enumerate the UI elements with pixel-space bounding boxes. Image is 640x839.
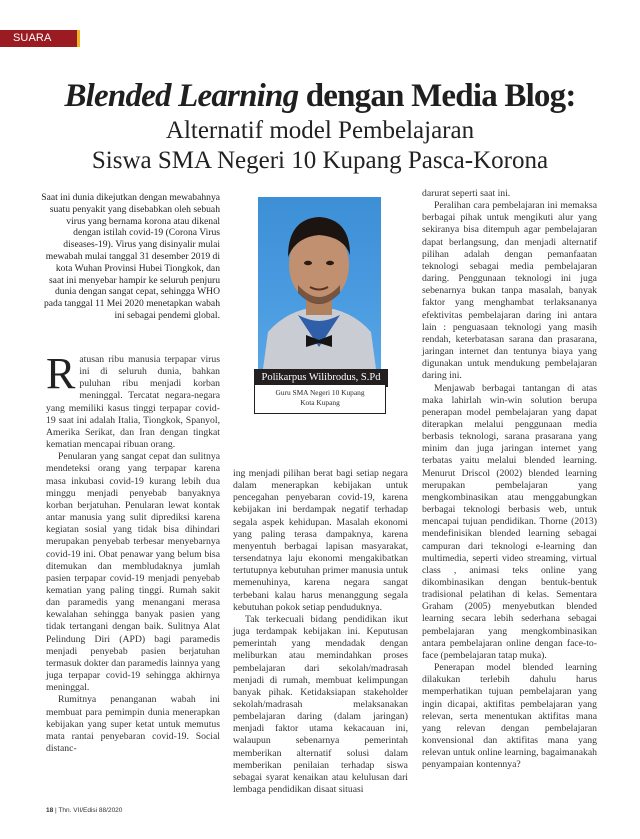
column-2 — [233, 468, 408, 796]
col2-paragraph-2: Tak terkecuali bidang pendidikan ikut juga terdampak kebijakan ini. Keputusan pemerintah yang mendadak dengan meliburkan atau memindahkan proses pembelajaran dari sekolah/madrasah menjadi di rumah, membuat kelimpungan banyak pihak. Ketidaksiapan stakeholder sekolah/madrasah melaksanakan pembelajaran daring (dalam jaringan) menjadi faktor utama kekacauan ini, walaupun sebenarnya pemerintah memberikan alternatif solusi dalam memberikan penilaian terhadap siswa sebagai syarat kenaikan atau kelulusan dari lembaga pendidikan disaat situasi — [233, 613, 408, 796]
column-1 — [46, 349, 220, 755]
page-number: 18 — [46, 807, 54, 814]
article-title — [0, 78, 640, 114]
author-name: Polikarpus Wilibrodus, S.Pd — [254, 369, 388, 387]
col1-p1-text: atusan ribu manusia terpapar virus ini di seluruh dunia, bahkan puluhan ribu menjadi korban meninggal. Tercatat negara-negara yang memiliki kasus tinggi terpapar covid-19 saat ini adalah Italia, Tiongkok, Spanyol, Amerika Serikat, dan Iran dengan tingkat kematian mencapai ribuan orang. — [46, 354, 220, 451]
footer-separator: | — [55, 807, 57, 814]
author-portrait-icon — [258, 197, 381, 369]
title-rest: dengan Media Blog: — [298, 78, 576, 114]
lead-paragraph: Saat ini dunia dikejutkan dengan mewabahnya suatu penyakit yang disebabkan oleh sebuah virus yang bernama korona atau dikenal dengan istilah covid-19 (Corona Virus diseases-19). Virus yang disinyalir mulai mewabah mulai tanggal 31 desember 2019 di kota Wuhan Provinsi Hubei Tiongkok, dan saat ini menyebar hampir ke seluruh penjuru dunia dengan sangat cepat, sehingga WHO pada tanggal 11 Mei 2020 menetapkan wabah ini sebagai pendemi global. — [41, 192, 220, 321]
col2-paragraph-1: ing menjadi pilihan berat bagi setiap negara dalam menerapkan kebijakan untuk pencegahan penyebaran covid-19, karena kebijakan ini berdampak negatif terhadap segala aspek kehidupan. Masalah ekonomi yang paling terasa dampaknya, karena menyentuh berbagai lapisan masyarakat, tersendatnya laju ekonomi mengakibatkan tertutupnya kebutuhan primer manusia untuk memenuhinya, karena negara sangat terbebani kalau harus menanggung segala kebutuhan pokok setiap penduduknya. — [233, 468, 408, 613]
col3-paragraph-0: darurat seperti saat ini. — [422, 188, 511, 199]
col1-paragraph-2: Penularan yang sangat cepat dan sulitnya mendeteksi orang yang terpapar karena masa inkubasi covid-19 kurang lebih dua minggu menjadi penyebab banyaknya korban berjatuhan. Penularan lewat kontak antar manusia yang sulit diprediksi karena kegiatan sosial yang tidak bisa dihindari merupakan penyebab terbesar menyebarnya covid-19 ini. Obat penawar yang belum bisa ditemukan dan membludaknya jumlah pasien terpapar covid-19 menjadi penyebab kematian yang paling tinggi. Rumah sakit dan paramedis yang menangani merasa kewalahan sehingga banyak pasien yang tidak tertangani dengan baik. Sulitnya Alat Pelindung Diri (APD) bagi paramedis menjadi penyebab pasien berjatuhan termasuk dokter dan paramedis lainnya yang juga terpapar covid-19 sehingga akhirnya meninggal. — [46, 451, 220, 694]
author-role: Guru SMA Negeri 10 Kupang — [275, 388, 365, 397]
col3-paragraph-2: Menjawab berbagai tantangan di atas maka lahirlah win-win solution berupa penerapan model pembelajaran yang dapat diterapkan melalui penggunaan media berbasis teknologi, sarana prasarana yang minim dan juga jaringan internet yang terbatas yaitu melalui blended learning. Menurut Driscol (2002) blended learning merupakan pembelajaran yang mengkombinasikan atau menggabungkan berbagai teknologi berbasis web, untuk mencapai tujuan pendidikan. Thorne (2013) mendefinisikan blended learning sebagai campuran dari teknologi e-learning dan multimedia, seperti video streaming, virtual class , animasi teks online yang dikombinasikan dengan bentuk-bentuk tradisional pelatihan di kelas. Sementara Graham (2005) menyebutkan blended learning secara lebih sederhana sebagai pembelajaran yang mengkombinasikan antara pembelajaran online dengan face-to- face (pembelajaran tatap muka). — [422, 382, 597, 661]
author-caption — [254, 385, 386, 414]
section-tag: SUARA GURU — [0, 30, 80, 47]
col1-paragraph-3: Rumitnya penanganan wabah ini membuat para pemimpin dunia menerapkan kebijakan yang super ketat untuk memutus mata rantai penyebaran covid-19. Social distanc- — [46, 694, 220, 754]
column-3 — [422, 188, 597, 772]
edition-info: Thn. VII/Edisi 88/2020 — [58, 807, 123, 814]
col3-paragraph-1: Peralihan cara pembelajaran ini memaksa berbagai pihak untuk mengikuti alur yang sekiranya bisa ditempuh agar pembelajaran dapat berlangsung, dan menjadi alternatif pilihan adalah dengan pemanfaatan teknologi sebagai media pembelajaran daring. Penggunaan teknologi ini juga sebenarnya bukan tanpa masalah, banyak faktor yang menghambat terlaksananya efektivitas pembelajaran daring ini antara lain : penguasaan teknologi yang masih rendah, keterbatasan sarana dan prasarana, jaringan internet dan tentunya biaya yang digunakan untuk mendukung pembelajaran daring ini. — [422, 200, 597, 382]
author-city: Kota Kupang — [300, 398, 340, 407]
title-italic: Blended Learning — [64, 78, 299, 114]
article-subtitle-line1: Alternatif model Pembelajaran — [165, 117, 475, 144]
col3-paragraph-3: Penerapan model blended learning dilakukan terlebih dahulu harus memperhatikan tujuan pembelajaran yang ingin dicapai, aktifitas pembelajaran yang relevan, serta menentukan aktifitas mana yang relevan dengan pembelajaran konvensional dan aktifitas mana yang relevan untuk online learning, bagaimanakah penyampaian kontennya? — [422, 662, 597, 771]
author-photo — [258, 197, 381, 369]
article-subtitle-line2: Siswa SMA Negeri 10 Kupang Pasca-Korona — [91, 147, 549, 174]
col1-paragraph-1 — [46, 349, 220, 451]
page-footer — [46, 807, 122, 814]
drop-cap: R — [46, 349, 76, 398]
